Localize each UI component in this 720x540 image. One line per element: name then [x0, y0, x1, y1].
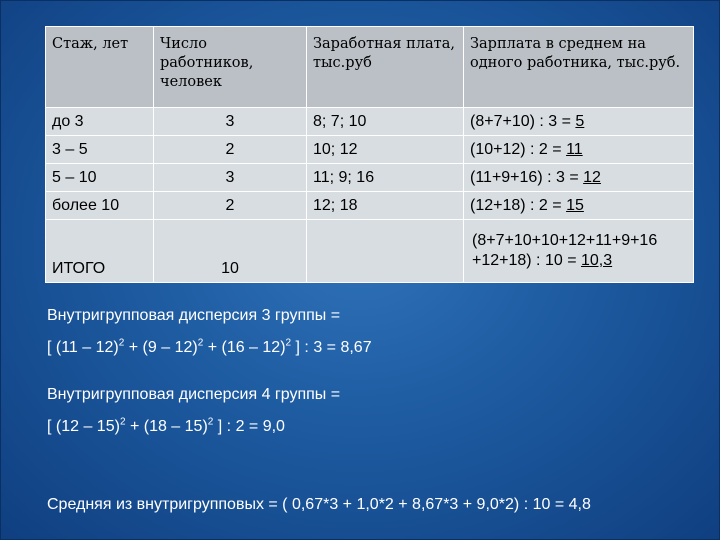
- group3-variance-title: Внутригрупповая дисперсия 3 группы =: [47, 307, 341, 324]
- cell-count: 3: [154, 108, 307, 136]
- cell-total-average: [464, 220, 694, 283]
- data-table: [45, 26, 694, 283]
- average-result: 5: [575, 112, 585, 130]
- formula-exponent: 2: [197, 337, 204, 349]
- formula-exponent: 2: [118, 337, 125, 349]
- cell-total-label: ИТОГО: [46, 220, 154, 283]
- cell-count: 2: [154, 136, 307, 164]
- cell-wages: 12; 18: [307, 192, 464, 220]
- mean-within-group-variance: Средняя из внутригрупповых = ( 0,67*3 + 1,0*2 + 8,67*3 + 9,0*2) : 10 = 4,8: [47, 496, 591, 513]
- header-average: Зарплата в среднем на одного работника, тыс.руб.: [464, 27, 694, 108]
- formula-part: + (9 – 12): [124, 339, 198, 356]
- average-result: 11: [566, 140, 583, 158]
- formula-part: ] : 3 = 8,67: [291, 339, 372, 356]
- table-row: [46, 108, 694, 136]
- average-expression: (11+9+16) : 3 =: [470, 168, 584, 186]
- cell-total-count: 10: [154, 220, 307, 283]
- average-expression: (12+18) : 2 =: [470, 196, 567, 214]
- formula-part: [ (11 – 12): [47, 339, 119, 356]
- total-average-line1: (8+7+10+10+12+11+9+16: [472, 232, 658, 249]
- cell-wages: 11; 9; 16: [307, 164, 464, 192]
- cell-stazh: более 10: [46, 192, 154, 220]
- header-count: Число работников, человек: [154, 27, 307, 108]
- formula-part: [ (12 – 15): [47, 418, 120, 435]
- cell-wages: 10; 12: [307, 136, 464, 164]
- cell-stazh: 3 – 5: [46, 136, 154, 164]
- cell-count: 2: [154, 192, 307, 220]
- cell-average: [464, 192, 694, 220]
- total-average-expression: +12+18) : 10 =: [472, 252, 581, 269]
- table-row: [46, 164, 694, 192]
- formula-exponent: 2: [207, 416, 214, 428]
- cell-stazh: 5 – 10: [46, 164, 154, 192]
- table-row: [46, 192, 694, 220]
- cell-count: 3: [154, 164, 307, 192]
- cell-total-wages: [307, 220, 464, 283]
- cell-average: [464, 136, 694, 164]
- group3-variance-formula: [47, 339, 372, 357]
- table-header-row: [46, 27, 694, 108]
- cell-average: [464, 164, 694, 192]
- header-wages: Заработная плата, тыс.руб: [307, 27, 464, 108]
- average-expression: (10+12) : 2 =: [470, 140, 567, 158]
- table-row: [46, 136, 694, 164]
- group4-variance-title: Внутригрупповая дисперсия 4 группы =: [47, 386, 341, 403]
- cell-average: [464, 108, 694, 136]
- formula-part: ] : 2 = 9,0: [213, 418, 285, 435]
- cell-stazh: до 3: [46, 108, 154, 136]
- formula-exponent: 2: [119, 416, 126, 428]
- formula-part: + (16 – 12): [203, 339, 286, 356]
- table-total-row: [46, 220, 694, 283]
- group4-variance-formula: [47, 418, 285, 436]
- header-stazh: Стаж, лет: [46, 27, 154, 108]
- average-result: 15: [566, 196, 584, 214]
- average-expression: (8+7+10) : 3 =: [470, 112, 576, 130]
- total-average-line2: [472, 251, 687, 271]
- formula-part: + (18 – 15): [125, 418, 208, 435]
- formula-exponent: 2: [285, 337, 292, 349]
- total-average-result: 10,3: [580, 252, 613, 269]
- cell-wages: 8; 7; 10: [307, 108, 464, 136]
- average-result: 12: [583, 168, 601, 186]
